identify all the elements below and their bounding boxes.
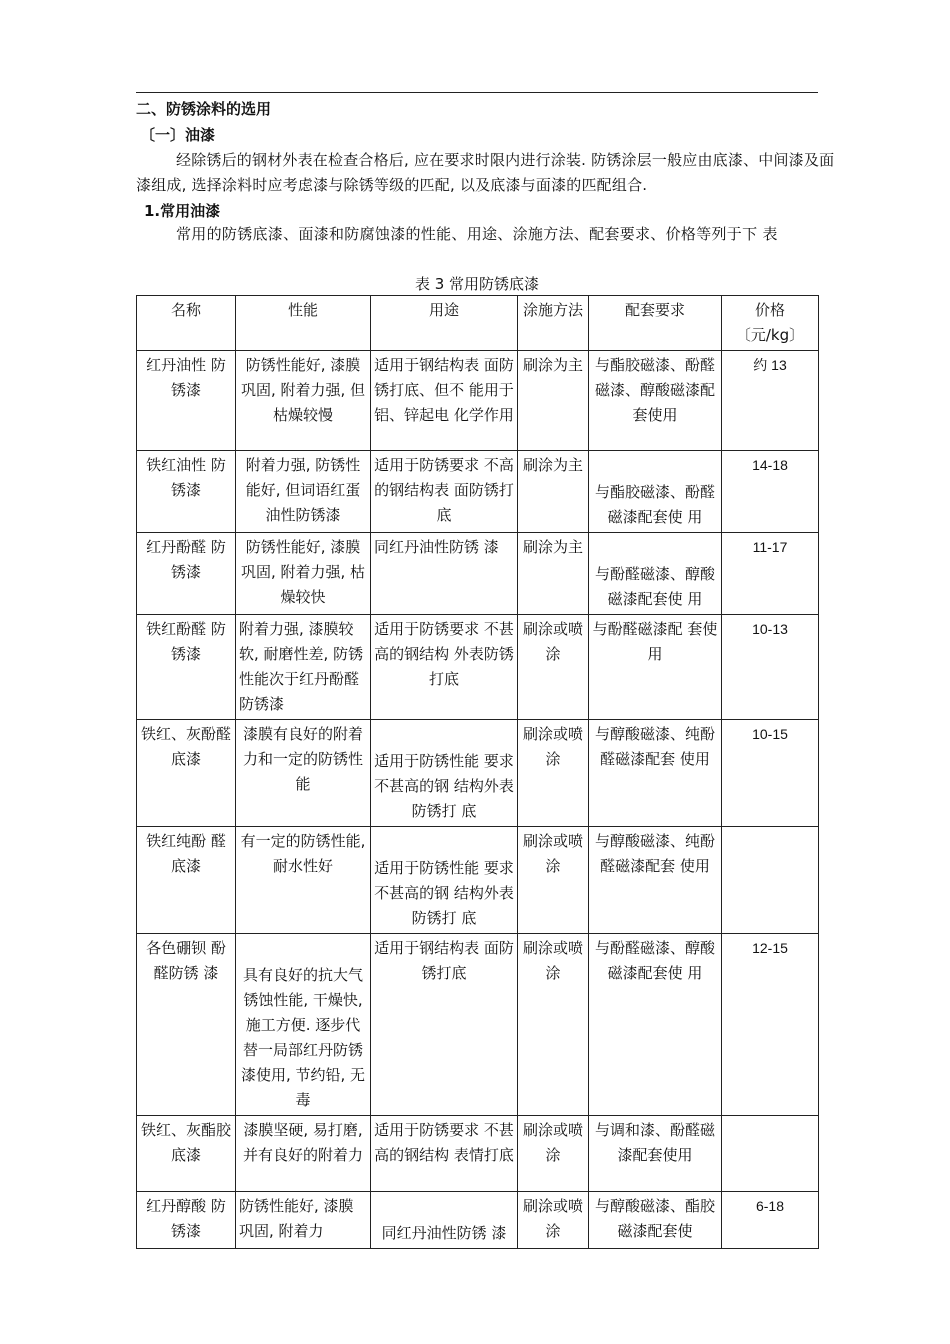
cell-name: 各色硼钡 酚醛防锈 漆 [137,934,236,1116]
cell-method: 刷涂或喷涂 [518,720,589,827]
cell-name: 铁红酚醛 防锈漆 [137,615,236,720]
cell-performance: 防锈性能好, 漆膜巩固, 附着力强, 但枯燥较慢 [236,351,371,451]
cell-price: 11-17 [722,533,819,615]
cell-price: 10-15 [722,720,819,827]
table-row [137,720,819,827]
table-row [137,351,819,451]
cell-name: 铁红油性 防锈漆 [137,451,236,533]
header-rule [136,92,818,93]
cell-performance: 防锈性能好, 漆膜巩固, 附着力 [236,1192,371,1249]
cell-name: 铁红、灰酚醛底漆 [137,720,236,827]
cell-price: 约 13 [722,351,819,451]
table-row [137,615,819,720]
cell-name: 红丹醇酸 防锈漆 [137,1192,236,1249]
cell-performance: 具有良好的抗大气锈蚀性能, 干燥快, 施工方便. 逐步代替一局部红丹防锈漆使用, 节约铅, 无 毒 [236,934,371,1116]
cell-matching: 与酚醛磁漆、醇酸磁漆配套使 用 [589,533,722,615]
table-row [137,1116,819,1192]
table-caption: 表 3 常用防锈底漆 [414,275,540,293]
description-paragraph: 常用的防锈底漆、面漆和防腐蚀漆的性能、用途、涂施方法、配套要求、价格等列于下 表 [176,225,778,243]
cell-use: 适用于防锈性能 要求不甚高的钢 结构外表防锈打 底 [371,827,518,934]
cell-matching: 与酚醛磁漆、醇酸磁漆配套使 用 [589,934,722,1116]
intro-paragraph: 经除锈后的钢材外表在检查合格后, 应在要求时限内进行涂装. 防锈涂层一般应由底漆、中间漆及面漆组成, 选择涂料时应考虑漆与除锈等级的匹配, 以及底漆与面漆的匹配组合. [136,151,835,194]
cell-name: 红丹油性 防锈漆 [137,351,236,451]
cell-performance: 漆膜有良好的附着力和一定的防锈性能 [236,720,371,827]
header-use: 用途 [371,296,518,351]
header-method: 涂施方法 [518,296,589,351]
cell-method: 刷涂为主 [518,451,589,533]
cell-name: 铁红、灰酯胶底漆 [137,1116,236,1192]
table-row [137,1192,819,1249]
cell-use: 适用于钢结构表 面防锈打底、但不 能用于铝、锌起电 化学作用 [371,351,518,451]
cell-matching: 与酯胶磁漆、酚醛磁漆配套使 用 [589,451,722,533]
table-row [137,827,819,934]
cell-performance: 漆膜坚硬, 易打磨, 并有良好的附着力 [236,1116,371,1192]
header-name: 名称 [137,296,236,351]
header-matching: 配套要求 [589,296,722,351]
cell-use: 同红丹油性防锈 漆 [371,533,518,615]
cell-method: 刷涂或喷涂 [518,1116,589,1192]
subsection-title: 〔一〕油漆 [140,126,216,144]
cell-method: 刷涂为主 [518,533,589,615]
cell-price [722,1116,819,1192]
cell-use: 适用于防锈要求 不甚高的钢结构 外表防锈打底 [371,615,518,720]
cell-performance: 附着力强, 漆膜较软, 耐磨性差, 防锈性能次于红丹酚醛防锈漆 [236,615,371,720]
cell-matching: 与醇酸磁漆、酯胶磁漆配套使 [589,1192,722,1249]
cell-method: 刷涂为主 [518,351,589,451]
cell-matching: 与酯胶磁漆、酚醛磁漆、醇酸磁漆配套使用 [589,351,722,451]
cell-use: 同红丹油性防锈 漆 [371,1192,518,1249]
header-performance: 性能 [236,296,371,351]
cell-performance: 附着力强, 防锈性能好, 但词语红蛋油性防锈漆 [236,451,371,533]
cell-price: 10-13 [722,615,819,720]
cell-method: 刷涂或喷涂 [518,934,589,1116]
paint-table [136,295,819,1249]
cell-method: 刷涂或喷涂 [518,827,589,934]
cell-matching: 与醇酸磁漆、纯酚醛磁漆配套 使用 [589,827,722,934]
cell-matching: 与醇酸磁漆、纯酚醛磁漆配套 使用 [589,720,722,827]
subheading-common-paint: 1.常用油漆 [144,202,221,220]
cell-price: 12-15 [722,934,819,1116]
cell-use: 适用于钢结构表 面防锈打底 [371,934,518,1116]
cell-performance: 有一定的防锈性能, 耐水性好 [236,827,371,934]
cell-performance: 防锈性能好, 漆膜巩固, 附着力强, 枯燥较快 [236,533,371,615]
table-row [137,533,819,615]
table-header-row [137,296,819,351]
cell-price: 14-18 [722,451,819,533]
table-row [137,451,819,533]
cell-use: 适用于防锈要求 不高的钢结构表 面防锈打底 [371,451,518,533]
cell-matching: 与调和漆、酚醛磁漆配套使用 [589,1116,722,1192]
cell-use: 适用于防锈要求 不甚高的钢结构 表情打底 [371,1116,518,1192]
cell-price [722,827,819,934]
cell-method: 刷涂或喷涂 [518,1192,589,1249]
cell-name: 红丹酚醛 防锈漆 [137,533,236,615]
section-title: 二、防锈涂料的选用 [136,100,272,118]
table-row [137,934,819,1116]
cell-method: 刷涂或喷涂 [518,615,589,720]
cell-matching: 与酚醛磁漆配 套使用 [589,615,722,720]
cell-name: 铁红纯酚 醛底漆 [137,827,236,934]
cell-use: 适用于防锈性能 要求不甚高的钢 结构外表防锈打 底 [371,720,518,827]
cell-price: 6-18 [722,1192,819,1249]
header-price: 价格〔元/kg〕 [722,296,819,351]
